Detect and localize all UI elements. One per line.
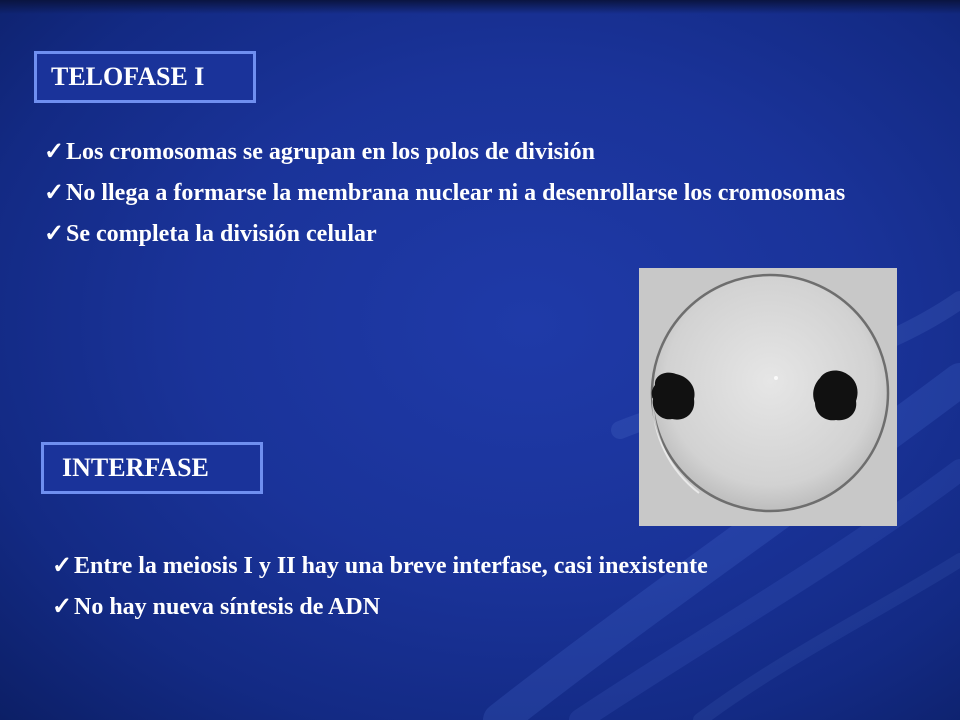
checkmark-icon: ✓ (44, 180, 65, 206)
list-item (52, 551, 932, 581)
list-item-text: No llega a formarse la membrana nuclear ni a desenrollarse los cromosomas (66, 180, 846, 206)
interfase-title-box (41, 442, 263, 494)
top-shadow-band (0, 0, 960, 14)
telophase-micrograph-image (639, 268, 897, 526)
list-item-text: Se completa la división celular (66, 221, 377, 247)
telofase-title: TELOFASE I (51, 62, 205, 91)
list-item-text: Entre la meiosis I y II hay una breve interfase, casi inexistente (74, 553, 708, 579)
interfase-title: INTERFASE (62, 453, 209, 482)
list-item-text: No hay nueva síntesis de ADN (74, 594, 381, 620)
interfase-bullet-list (52, 551, 932, 633)
cell-speck (774, 376, 778, 380)
micrograph-drawing (639, 268, 897, 526)
list-item (52, 592, 932, 622)
list-item (44, 219, 894, 249)
telofase-title-box (34, 51, 256, 103)
checkmark-icon: ✓ (52, 594, 73, 620)
list-item-text: Los cromosomas se agrupan en los polos de división (66, 139, 595, 165)
checkmark-icon: ✓ (44, 139, 65, 165)
list-item (44, 137, 894, 167)
list-item (44, 178, 894, 208)
telofase-bullet-list (44, 137, 894, 260)
checkmark-icon: ✓ (52, 553, 73, 579)
checkmark-icon: ✓ (44, 221, 65, 247)
